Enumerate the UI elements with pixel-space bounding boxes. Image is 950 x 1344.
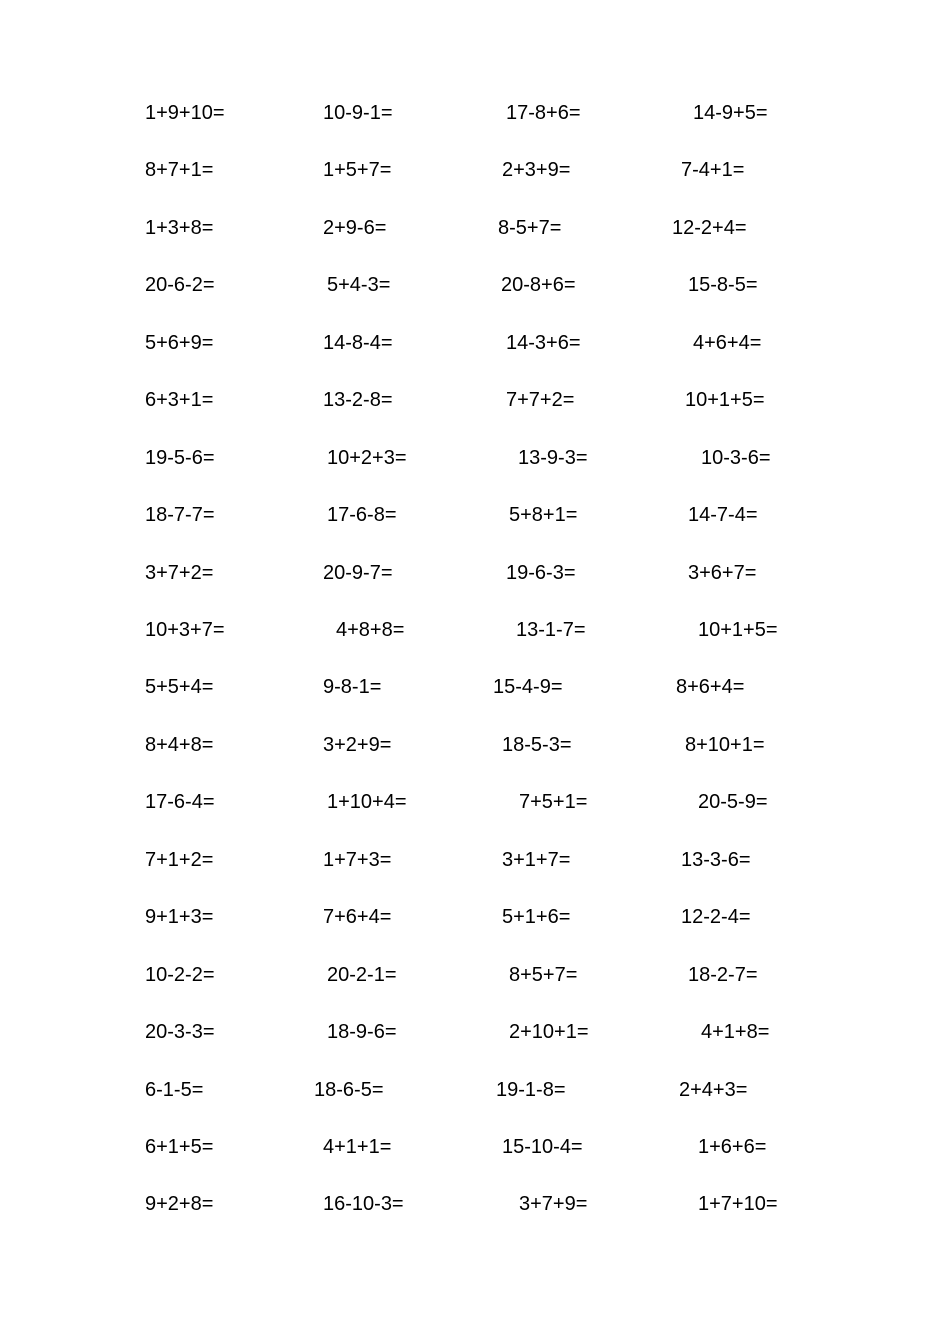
arithmetic-problem: 10-9-1= — [323, 102, 393, 124]
problem-row — [0, 1075, 950, 1105]
arithmetic-problem: 1+6+6= — [698, 1136, 767, 1158]
problem-row — [0, 1017, 950, 1047]
problem-row — [0, 1132, 950, 1162]
arithmetic-problem: 15-8-5= — [688, 274, 758, 296]
problem-row — [0, 155, 950, 185]
arithmetic-problem: 7+5+1= — [519, 791, 588, 813]
arithmetic-problem: 20-2-1= — [327, 964, 397, 986]
arithmetic-problem: 20-5-9= — [698, 791, 768, 813]
arithmetic-problem: 10+2+3= — [327, 447, 407, 469]
arithmetic-problem: 10-2-2= — [145, 964, 215, 986]
arithmetic-problem: 1+7+3= — [323, 849, 392, 871]
arithmetic-problem: 10+1+5= — [698, 619, 778, 641]
arithmetic-problem: 7+7+2= — [506, 389, 575, 411]
arithmetic-problem: 14-7-4= — [688, 504, 758, 526]
problem-row — [0, 1189, 950, 1219]
arithmetic-problem: 13-2-8= — [323, 389, 393, 411]
arithmetic-problem: 7+1+2= — [145, 849, 214, 871]
arithmetic-problem: 7+6+4= — [323, 906, 392, 928]
arithmetic-problem: 18-9-6= — [327, 1021, 397, 1043]
arithmetic-problem: 15-4-9= — [493, 676, 563, 698]
arithmetic-problem: 6+1+5= — [145, 1136, 214, 1158]
problem-row — [0, 902, 950, 932]
arithmetic-problem: 7-4+1= — [681, 159, 745, 181]
arithmetic-problem: 18-2-7= — [688, 964, 758, 986]
problem-row — [0, 500, 950, 530]
arithmetic-problem: 5+6+9= — [145, 332, 214, 354]
problem-row — [0, 270, 950, 300]
arithmetic-problem: 14-9+5= — [693, 102, 768, 124]
arithmetic-problem: 2+10+1= — [509, 1021, 589, 1043]
arithmetic-problem: 10-3-6= — [701, 447, 771, 469]
problem-row — [0, 787, 950, 817]
problem-row — [0, 98, 950, 128]
problem-row — [0, 730, 950, 760]
arithmetic-problem: 3+1+7= — [502, 849, 571, 871]
arithmetic-problem: 19-5-6= — [145, 447, 215, 469]
arithmetic-problem: 18-6-5= — [314, 1079, 384, 1101]
arithmetic-problem: 6-1-5= — [145, 1079, 204, 1101]
arithmetic-problem: 17-6-4= — [145, 791, 215, 813]
arithmetic-problem: 13-1-7= — [516, 619, 586, 641]
arithmetic-problem: 2+9-6= — [323, 217, 387, 239]
arithmetic-problem: 2+3+9= — [502, 159, 571, 181]
arithmetic-problem: 15-10-4= — [502, 1136, 583, 1158]
arithmetic-problem: 6+3+1= — [145, 389, 214, 411]
arithmetic-problem: 12-2-4= — [681, 906, 751, 928]
arithmetic-problem: 8+4+8= — [145, 734, 214, 756]
problem-row — [0, 385, 950, 415]
arithmetic-problem: 3+2+9= — [323, 734, 392, 756]
problem-row — [0, 443, 950, 473]
arithmetic-problem: 10+3+7= — [145, 619, 225, 641]
arithmetic-problem: 1+5+7= — [323, 159, 392, 181]
arithmetic-problem: 3+7+2= — [145, 562, 214, 584]
arithmetic-problem: 20-9-7= — [323, 562, 393, 584]
arithmetic-problem: 2+4+3= — [679, 1079, 748, 1101]
arithmetic-problem: 20-6-2= — [145, 274, 215, 296]
arithmetic-problem: 1+10+4= — [327, 791, 407, 813]
problem-row — [0, 328, 950, 358]
arithmetic-problem: 13-9-3= — [518, 447, 588, 469]
arithmetic-problem: 1+7+10= — [698, 1193, 778, 1215]
arithmetic-problem: 5+1+6= — [502, 906, 571, 928]
arithmetic-problem: 3+6+7= — [688, 562, 757, 584]
arithmetic-problem: 5+4-3= — [327, 274, 391, 296]
problem-row — [0, 960, 950, 990]
arithmetic-problem: 19-6-3= — [506, 562, 576, 584]
arithmetic-problem: 4+1+8= — [701, 1021, 770, 1043]
arithmetic-problem: 8+5+7= — [509, 964, 578, 986]
arithmetic-problem: 9+1+3= — [145, 906, 214, 928]
arithmetic-problem: 5+8+1= — [509, 504, 578, 526]
arithmetic-problem: 5+5+4= — [145, 676, 214, 698]
arithmetic-problem: 14-3+6= — [506, 332, 581, 354]
arithmetic-problem: 13-3-6= — [681, 849, 751, 871]
problem-row — [0, 615, 950, 645]
arithmetic-problem: 17-8+6= — [506, 102, 581, 124]
arithmetic-problem: 14-8-4= — [323, 332, 393, 354]
arithmetic-problem: 8-5+7= — [498, 217, 562, 239]
arithmetic-problem: 3+7+9= — [519, 1193, 588, 1215]
arithmetic-problem: 17-6-8= — [327, 504, 397, 526]
arithmetic-problem: 18-7-7= — [145, 504, 215, 526]
arithmetic-problem: 19-1-8= — [496, 1079, 566, 1101]
arithmetic-problem: 1+3+8= — [145, 217, 214, 239]
arithmetic-problem: 8+10+1= — [685, 734, 765, 756]
arithmetic-problem: 20-8+6= — [501, 274, 576, 296]
arithmetic-problem: 16-10-3= — [323, 1193, 404, 1215]
arithmetic-problem: 4+1+1= — [323, 1136, 392, 1158]
arithmetic-problem: 10+1+5= — [685, 389, 765, 411]
arithmetic-problem: 20-3-3= — [145, 1021, 215, 1043]
arithmetic-problem: 8+7+1= — [145, 159, 214, 181]
arithmetic-problem: 1+9+10= — [145, 102, 225, 124]
arithmetic-problem: 9+2+8= — [145, 1193, 214, 1215]
arithmetic-problem: 4+8+8= — [336, 619, 405, 641]
problem-row — [0, 672, 950, 702]
arithmetic-problem: 9-8-1= — [323, 676, 382, 698]
arithmetic-problem: 8+6+4= — [676, 676, 745, 698]
problem-row — [0, 213, 950, 243]
arithmetic-problem: 18-5-3= — [502, 734, 572, 756]
problem-row — [0, 845, 950, 875]
problem-row — [0, 558, 950, 588]
arithmetic-problem: 12-2+4= — [672, 217, 747, 239]
arithmetic-problem: 4+6+4= — [693, 332, 762, 354]
